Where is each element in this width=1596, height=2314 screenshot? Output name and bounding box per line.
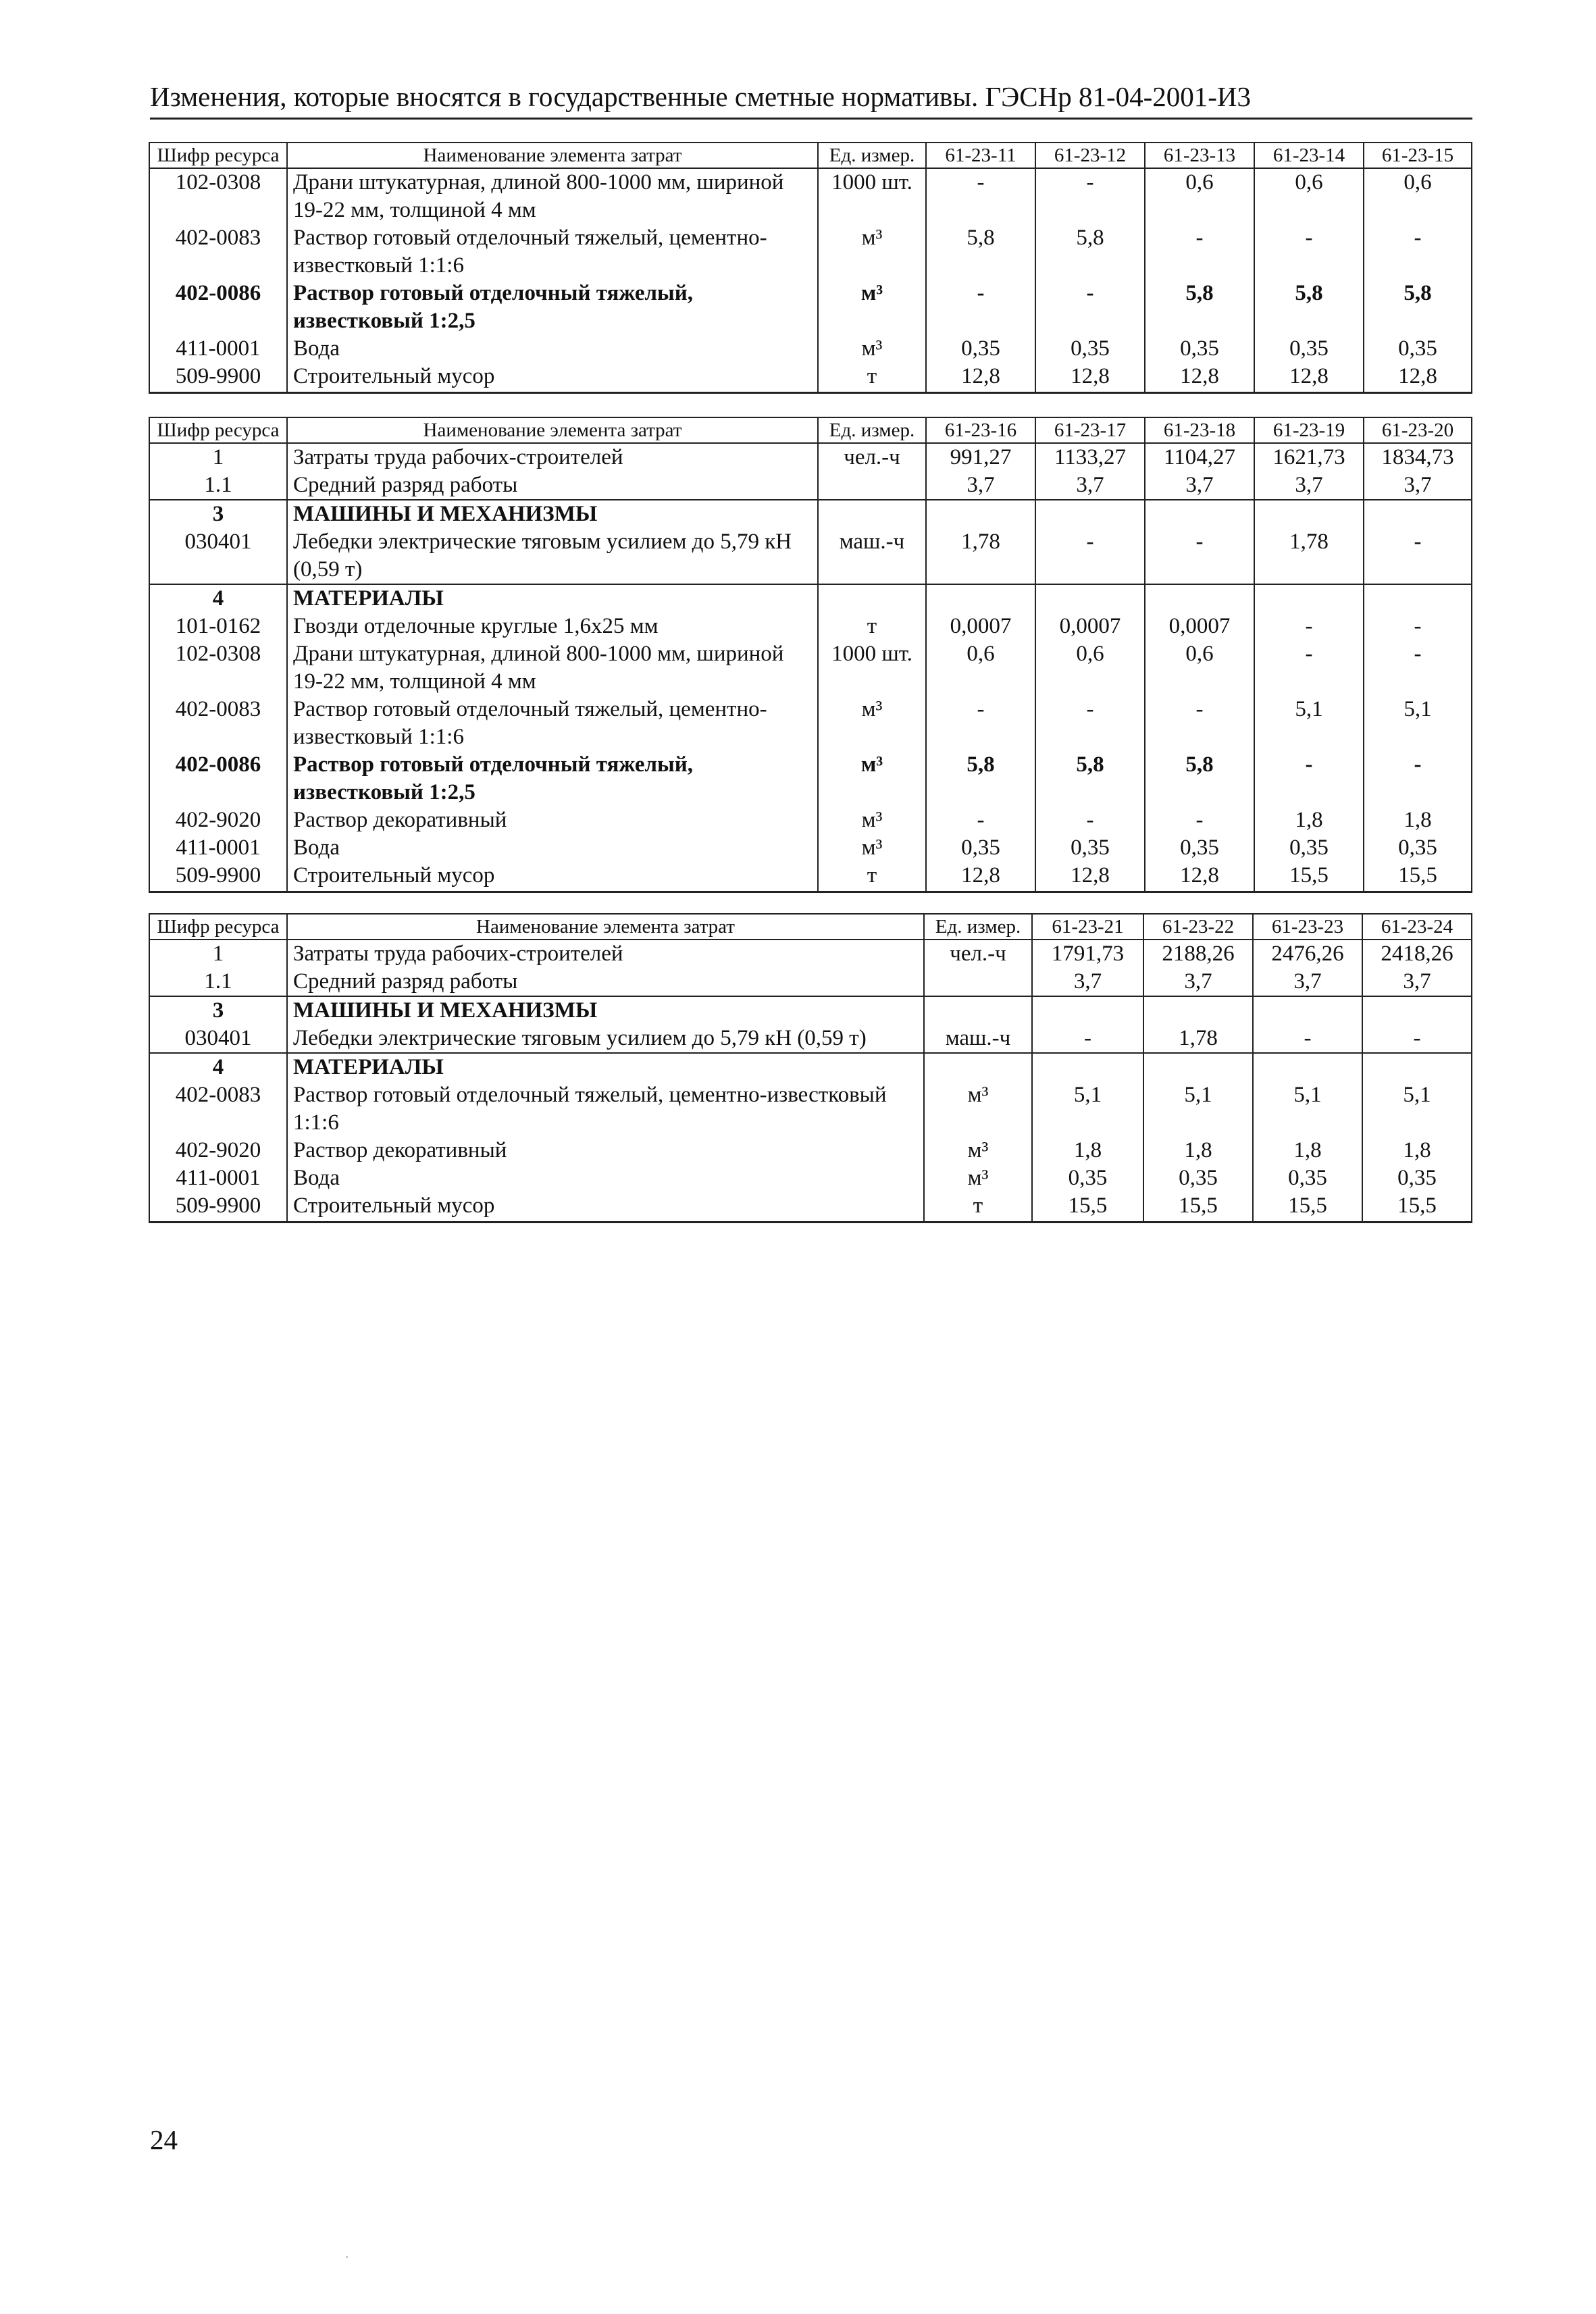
resource-code: 411-0001	[149, 335, 287, 363]
norm-value	[1254, 500, 1364, 528]
unit-of-measure: 1000 шт.	[818, 168, 926, 224]
norm-value: 0,35	[1254, 335, 1364, 363]
norm-value	[1032, 996, 1143, 1025]
cost-element-name: Лебедки электрические тяговым усилием до 5,79 кН (0,59 т)	[287, 1025, 924, 1053]
norm-value: 15,5	[1032, 1192, 1143, 1223]
cost-element-name: Раствор готовый отделочный тяжелый, цементно-известковый 1:1:6	[287, 1081, 924, 1137]
table-row	[149, 528, 1472, 584]
norm-value: 3,7	[1362, 968, 1472, 996]
cost-element-name: Средний разряд работы	[287, 968, 924, 996]
resource-code: 402-9020	[149, 806, 287, 834]
unit-of-measure	[818, 471, 926, 500]
resource-code: 101-0162	[149, 613, 287, 640]
resource-code: 402-0083	[149, 1081, 287, 1137]
resource-code: 1	[149, 940, 287, 968]
cost-element-name: МАШИНЫ И МЕХАНИЗМЫ	[287, 500, 818, 528]
estimate-table	[149, 142, 1472, 394]
norm-value: -	[1254, 751, 1364, 806]
norm-value: 0,35	[1035, 834, 1145, 862]
norm-value: 0,6	[1364, 168, 1472, 224]
norm-value: 3,7	[1364, 471, 1472, 500]
norm-value: -	[1362, 1025, 1472, 1053]
cost-element-name: Раствор готовый отделочный тяжелый, цементно-известковый 1:1:6	[287, 224, 818, 280]
norm-value: 0,35	[1145, 335, 1254, 363]
column-header: 61-23-15	[1364, 143, 1472, 168]
norm-value: -	[926, 806, 1035, 834]
resource-code: 402-9020	[149, 1137, 287, 1164]
norm-value: 5,8	[1254, 280, 1364, 335]
norm-value: 12,8	[1145, 862, 1254, 892]
table-row	[149, 363, 1472, 393]
cost-element-name: Лебедки электрические тяговым усилием до 5,79 кН (0,59 т)	[287, 528, 818, 584]
norm-value: -	[1364, 751, 1472, 806]
norm-value: 15,5	[1364, 862, 1472, 892]
norm-value: 0,35	[1035, 335, 1145, 363]
unit-of-measure: м³	[924, 1081, 1032, 1137]
norm-value: 5,1	[1254, 696, 1364, 751]
resource-code: 030401	[149, 528, 287, 584]
column-header: Наименование элемента затрат	[287, 143, 818, 168]
norm-value: 5,8	[1035, 751, 1145, 806]
norm-value	[1253, 1053, 1362, 1081]
norm-value: 0,35	[1145, 834, 1254, 862]
resource-table-1	[149, 142, 1471, 394]
table-row	[149, 335, 1472, 363]
norm-value: 15,5	[1253, 1192, 1362, 1223]
norm-value: 15,5	[1254, 862, 1364, 892]
norm-value: -	[1035, 528, 1145, 584]
norm-value: 0,0007	[926, 613, 1035, 640]
table-row	[149, 280, 1472, 335]
resource-code: 509-9900	[149, 363, 287, 393]
norm-value: 12,8	[1145, 363, 1254, 393]
resource-code: 1.1	[149, 968, 287, 996]
cost-element-name: МАШИНЫ И МЕХАНИЗМЫ	[287, 996, 924, 1025]
norm-value: 0,6	[1254, 168, 1364, 224]
resource-code: 1	[149, 443, 287, 471]
table-row	[149, 443, 1472, 471]
unit-of-measure: м³	[818, 280, 926, 335]
norm-value: 5,8	[1145, 751, 1254, 806]
norm-value: -	[1035, 696, 1145, 751]
norm-value	[1364, 500, 1472, 528]
norm-value: -	[1364, 528, 1472, 584]
table-row	[149, 751, 1472, 806]
norm-value: 12,8	[1035, 363, 1145, 393]
norm-value: 1133,27	[1035, 443, 1145, 471]
section-row	[149, 584, 1472, 613]
column-header: 61-23-13	[1145, 143, 1254, 168]
norm-value: -	[1254, 640, 1364, 696]
resource-code: 1.1	[149, 471, 287, 500]
norm-value: 991,27	[926, 443, 1035, 471]
norm-value: 1,78	[926, 528, 1035, 584]
norm-value: 1,8	[1254, 806, 1364, 834]
unit-of-measure: т	[818, 862, 926, 892]
norm-value: -	[1035, 168, 1145, 224]
column-header: 61-23-14	[1254, 143, 1364, 168]
norm-value: 1,8	[1362, 1137, 1472, 1164]
norm-value: -	[1364, 224, 1472, 280]
norm-value: 0,35	[1143, 1164, 1253, 1192]
unit-of-measure: м³	[818, 806, 926, 834]
norm-value	[1145, 584, 1254, 613]
norm-value	[1035, 584, 1145, 613]
unit-of-measure	[818, 500, 926, 528]
column-header: 61-23-22	[1143, 914, 1253, 940]
resource-code: 509-9900	[149, 862, 287, 892]
norm-value: 0,6	[1035, 640, 1145, 696]
estimate-table	[149, 417, 1472, 893]
cost-element-name: Драни штукатурная, длиной 800-1000 мм, шириной 19-22 мм, толщиной 4 мм	[287, 168, 818, 224]
unit-of-measure: м³	[924, 1137, 1032, 1164]
norm-value: -	[1145, 528, 1254, 584]
unit-of-measure: чел.-ч	[924, 940, 1032, 968]
table-row	[149, 168, 1472, 224]
table-row	[149, 1192, 1472, 1223]
page-number: 24	[150, 2124, 178, 2155]
table-row	[149, 1025, 1472, 1053]
norm-value: 5,1	[1032, 1081, 1143, 1137]
norm-value: 0,35	[926, 335, 1035, 363]
norm-value: -	[1145, 696, 1254, 751]
norm-value: 0,0007	[1145, 613, 1254, 640]
cost-element-name: Строительный мусор	[287, 363, 818, 393]
column-header: 61-23-19	[1254, 417, 1364, 443]
unit-of-measure: чел.-ч	[818, 443, 926, 471]
resource-table-3	[149, 913, 1471, 1223]
unit-of-measure: м³	[818, 751, 926, 806]
column-header: 61-23-18	[1145, 417, 1254, 443]
norm-value: -	[1035, 806, 1145, 834]
norm-value: 1621,73	[1254, 443, 1364, 471]
unit-of-measure: м³	[818, 696, 926, 751]
norm-value: 1104,27	[1145, 443, 1254, 471]
norm-value: -	[1364, 613, 1472, 640]
norm-value: 3,7	[1145, 471, 1254, 500]
resource-code: 402-0083	[149, 224, 287, 280]
norm-value: 12,8	[1364, 363, 1472, 393]
cost-element-name: Средний разряд работы	[287, 471, 818, 500]
unit-of-measure	[924, 996, 1032, 1025]
column-header: 61-23-17	[1035, 417, 1145, 443]
section-row	[149, 1053, 1472, 1081]
norm-value: 0,35	[1364, 834, 1472, 862]
norm-value: 0,35	[1032, 1164, 1143, 1192]
column-header: Ед. измер.	[924, 914, 1032, 940]
norm-value: 3,7	[1032, 968, 1143, 996]
cost-element-name: Гвозди отделочные круглые 1,6х25 мм	[287, 613, 818, 640]
column-header: Наименование элемента затрат	[287, 914, 924, 940]
norm-value: 0,6	[926, 640, 1035, 696]
norm-value: 1,78	[1254, 528, 1364, 584]
unit-of-measure: м³	[818, 834, 926, 862]
resource-code: 3	[149, 500, 287, 528]
norm-value: -	[1253, 1025, 1362, 1053]
norm-value: 12,8	[926, 363, 1035, 393]
column-header: Шифр ресурса	[149, 417, 287, 443]
norm-value: -	[1364, 640, 1472, 696]
unit-of-measure: т	[924, 1192, 1032, 1223]
norm-value: 3,7	[1253, 968, 1362, 996]
cost-element-name: Вода	[287, 834, 818, 862]
norm-value	[1362, 996, 1472, 1025]
resource-table-2	[149, 417, 1471, 893]
cost-element-name: МАТЕРИАЛЫ	[287, 1053, 924, 1081]
resource-code: 4	[149, 1053, 287, 1081]
table-row	[149, 640, 1472, 696]
resource-code: 102-0308	[149, 168, 287, 224]
table-row	[149, 613, 1472, 640]
resource-code: 4	[149, 584, 287, 613]
norm-value: -	[1032, 1025, 1143, 1053]
norm-value: 5,1	[1143, 1081, 1253, 1137]
resource-code: 402-0083	[149, 696, 287, 751]
document-header: Изменения, которые вносятся в государственные сметные нормативы. ГЭСНр 81-04-2001-И3	[150, 80, 1472, 120]
column-header: Наименование элемента затрат	[287, 417, 818, 443]
norm-value: 12,8	[1035, 862, 1145, 892]
cost-element-name: Раствор декоративный	[287, 1137, 924, 1164]
cost-element-name: Раствор готовый отделочный тяжелый, известковый 1:2,5	[287, 751, 818, 806]
table-row	[149, 968, 1472, 996]
column-header: 61-23-21	[1032, 914, 1143, 940]
cost-element-name: Раствор готовый отделочный тяжелый, известковый 1:2,5	[287, 280, 818, 335]
norm-value: 5,1	[1364, 696, 1472, 751]
norm-value: 1,8	[1364, 806, 1472, 834]
resource-code: 3	[149, 996, 287, 1025]
resource-code: 402-0086	[149, 280, 287, 335]
column-header: 61-23-24	[1362, 914, 1472, 940]
norm-value: -	[926, 168, 1035, 224]
norm-value	[1364, 584, 1472, 613]
resource-code: 509-9900	[149, 1192, 287, 1223]
table-row	[149, 224, 1472, 280]
unit-of-measure	[924, 1053, 1032, 1081]
norm-value: 5,1	[1253, 1081, 1362, 1137]
cost-element-name: Раствор декоративный	[287, 806, 818, 834]
norm-value: 2188,26	[1143, 940, 1253, 968]
norm-value	[1032, 1053, 1143, 1081]
unit-of-measure	[924, 968, 1032, 996]
table-row	[149, 1137, 1472, 1164]
unit-of-measure	[818, 584, 926, 613]
table-row	[149, 806, 1472, 834]
cost-element-name: Строительный мусор	[287, 1192, 924, 1223]
resource-code: 030401	[149, 1025, 287, 1053]
norm-value: -	[1254, 224, 1364, 280]
norm-value	[1253, 996, 1362, 1025]
norm-value: 0,35	[1362, 1164, 1472, 1192]
table-row	[149, 862, 1472, 892]
cost-element-name: Драни штукатурная, длиной 800-1000 мм, шириной 19-22 мм, толщиной 4 мм	[287, 640, 818, 696]
norm-value: 1,8	[1253, 1137, 1362, 1164]
table-row	[149, 1081, 1472, 1137]
norm-value	[1143, 996, 1253, 1025]
norm-value	[926, 500, 1035, 528]
norm-value: 12,8	[1254, 363, 1364, 393]
norm-value: 2476,26	[1253, 940, 1362, 968]
norm-value: 2418,26	[1362, 940, 1472, 968]
cost-element-name: Затраты труда рабочих-строителей	[287, 940, 924, 968]
column-header: Ед. измер.	[818, 143, 926, 168]
column-header: 61-23-20	[1364, 417, 1472, 443]
column-header: Шифр ресурса	[149, 143, 287, 168]
norm-value	[1254, 584, 1364, 613]
cost-element-name: Вода	[287, 335, 818, 363]
norm-value: 15,5	[1362, 1192, 1472, 1223]
norm-value: 3,7	[1254, 471, 1364, 500]
norm-value: 5,1	[1362, 1081, 1472, 1137]
norm-value	[1145, 500, 1254, 528]
norm-value: -	[1145, 224, 1254, 280]
norm-value: 3,7	[1143, 968, 1253, 996]
norm-value: 5,8	[926, 224, 1035, 280]
norm-value	[1035, 500, 1145, 528]
norm-value: -	[926, 696, 1035, 751]
column-header: Ед. измер.	[818, 417, 926, 443]
unit-of-measure: 1000 шт.	[818, 640, 926, 696]
norm-value: -	[1254, 613, 1364, 640]
column-header: 61-23-23	[1253, 914, 1362, 940]
norm-value	[1143, 1053, 1253, 1081]
norm-value: 1,8	[1143, 1137, 1253, 1164]
table-row	[149, 696, 1472, 751]
norm-value: 3,7	[926, 471, 1035, 500]
cost-element-name: Вода	[287, 1164, 924, 1192]
norm-value: -	[1145, 806, 1254, 834]
norm-value: 3,7	[1035, 471, 1145, 500]
norm-value	[926, 584, 1035, 613]
unit-of-measure: м³	[818, 224, 926, 280]
norm-value: 0,6	[1145, 640, 1254, 696]
norm-value: 12,8	[926, 862, 1035, 892]
cost-element-name: Строительный мусор	[287, 862, 818, 892]
scan-speck	[346, 2256, 348, 2258]
norm-value: 0,6	[1145, 168, 1254, 224]
norm-value: 0,35	[1253, 1164, 1362, 1192]
norm-value: 5,8	[926, 751, 1035, 806]
norm-value: 1791,73	[1032, 940, 1143, 968]
norm-value: 0,0007	[1035, 613, 1145, 640]
column-header: 61-23-12	[1035, 143, 1145, 168]
unit-of-measure: маш.-ч	[818, 528, 926, 584]
norm-value: 1834,73	[1364, 443, 1472, 471]
resource-code: 411-0001	[149, 1164, 287, 1192]
table-row	[149, 471, 1472, 500]
norm-value: 5,8	[1364, 280, 1472, 335]
unit-of-measure: т	[818, 613, 926, 640]
norm-value: 5,8	[1145, 280, 1254, 335]
table-row	[149, 940, 1472, 968]
unit-of-measure: м³	[924, 1164, 1032, 1192]
unit-of-measure: м³	[818, 335, 926, 363]
unit-of-measure: т	[818, 363, 926, 393]
section-row	[149, 996, 1472, 1025]
norm-value: 0,35	[1364, 335, 1472, 363]
norm-value: 1,8	[1032, 1137, 1143, 1164]
table-row	[149, 834, 1472, 862]
norm-value: 15,5	[1143, 1192, 1253, 1223]
column-header: Шифр ресурса	[149, 914, 287, 940]
unit-of-measure: маш.-ч	[924, 1025, 1032, 1053]
norm-value: 0,35	[926, 834, 1035, 862]
resource-code: 411-0001	[149, 834, 287, 862]
column-header: 61-23-11	[926, 143, 1035, 168]
resource-code: 102-0308	[149, 640, 287, 696]
norm-value	[1362, 1053, 1472, 1081]
section-row	[149, 500, 1472, 528]
estimate-table	[149, 913, 1472, 1223]
cost-element-name: МАТЕРИАЛЫ	[287, 584, 818, 613]
table-row	[149, 1164, 1472, 1192]
norm-value: -	[1035, 280, 1145, 335]
column-header: 61-23-16	[926, 417, 1035, 443]
norm-value: -	[926, 280, 1035, 335]
norm-value: 1,78	[1143, 1025, 1253, 1053]
norm-value: 0,35	[1254, 834, 1364, 862]
norm-value: 5,8	[1035, 224, 1145, 280]
cost-element-name: Раствор готовый отделочный тяжелый, цементно-известковый 1:1:6	[287, 696, 818, 751]
cost-element-name: Затраты труда рабочих-строителей	[287, 443, 818, 471]
resource-code: 402-0086	[149, 751, 287, 806]
